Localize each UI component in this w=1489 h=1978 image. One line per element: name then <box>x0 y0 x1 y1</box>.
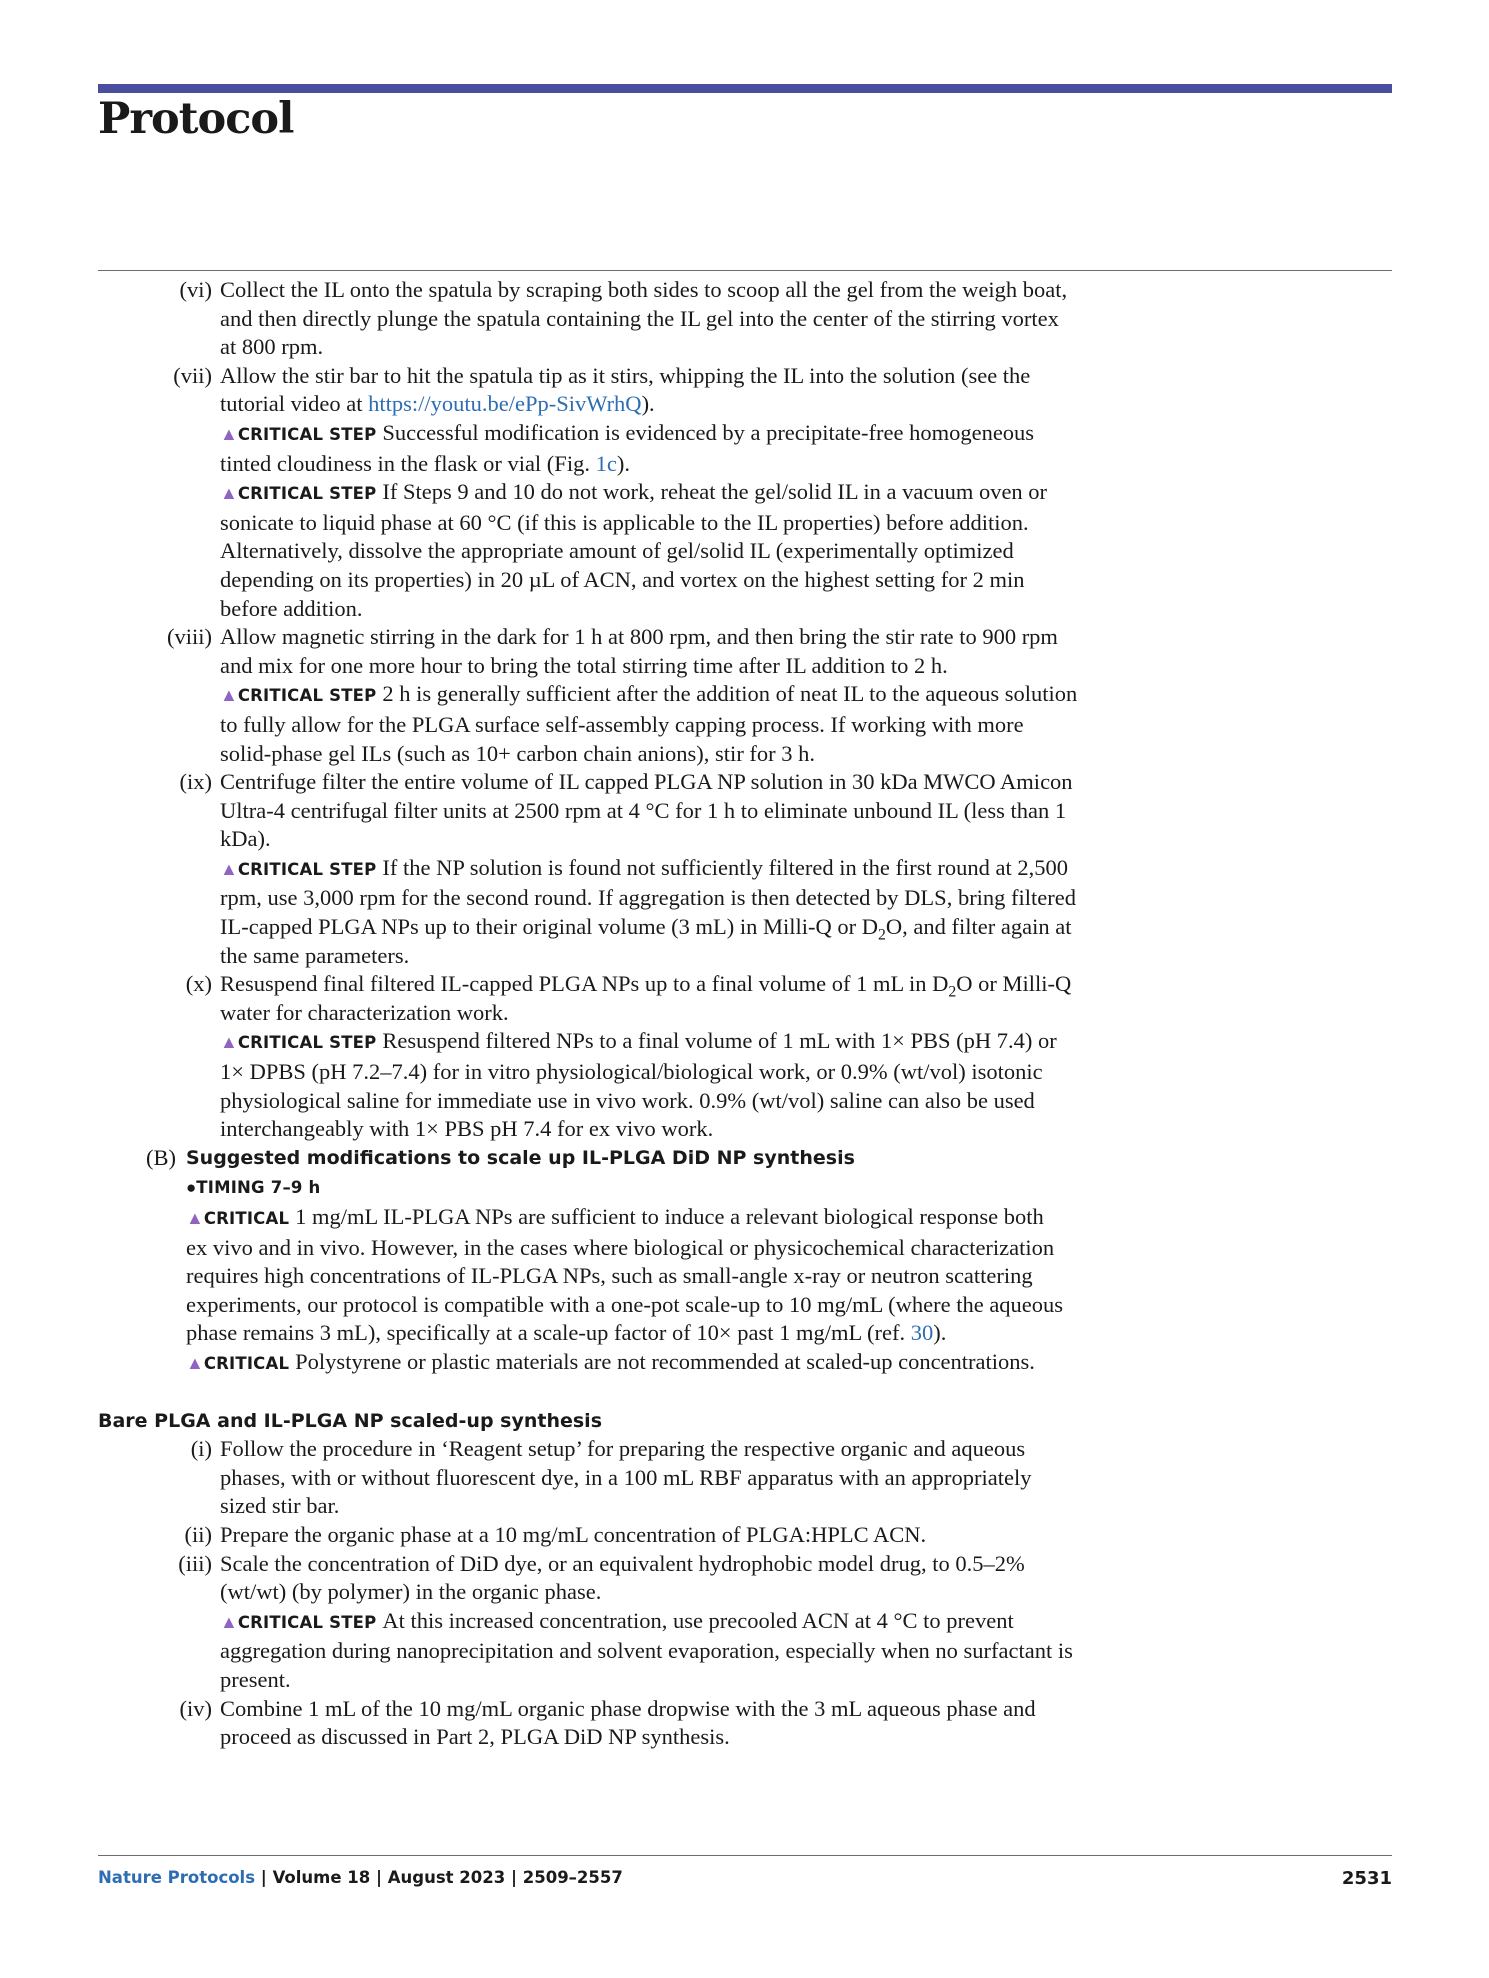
tutorial-video-link[interactable]: https://youtu.be/ePp-SivWrhQ <box>368 391 642 417</box>
text: O or Milli-Q water for characterization work. <box>220 971 1072 1025</box>
step-text: Collect the IL onto the spatula by scraping both sides to scoop all the gel from the weigh boat, and then directly plunge the spatula containing the IL gel into the center of the stirring vortex at 800 rpm. <box>220 277 1068 360</box>
triangle-icon: ▲ <box>186 1352 204 1373</box>
separator: | <box>255 1868 273 1887</box>
step-number: (i) <box>190 1436 212 1462</box>
text: If Steps 9 and 10 do not work, reheat the gel/solid IL in a vacuum oven or sonicate to liquid phase at 60 °C (if this is applicable to the IL properties) before addition. Alternatively, dissolve the appropriate amount of gel/solid IL (experimentally optimized depending on its properties) in 20 µL of ACN, and vortex on the highest setting for 2 min before addition. <box>220 479 1048 621</box>
footer <box>98 1868 1392 1887</box>
divider-bottom <box>98 1855 1392 1856</box>
separator: | <box>505 1868 523 1887</box>
section-heading: Bare PLGA and IL-PLGA NP scaled-up synthesis <box>98 1409 603 1432</box>
text: 2 h is generally sufficient after the addition of neat IL to the aqueous solution to fully allow for the PLGA surface self-assembly capping process. If working with more solid-phase gel ILs (such as 10+ carbon chain anions), stir for 3 h. <box>220 681 1078 766</box>
triangle-icon: ▲ <box>220 858 238 879</box>
text: Polystyrene or plastic materials are not recommended at scaled-up concentrations. <box>295 1348 1035 1374</box>
text: 1 mg/mL IL-PLGA NPs are sufficient to induce a relevant biological response both ex vivo and in vivo. However, in the cases where biological or physicochemical characterization requires high concentrations of IL-PLGA NPs, such as small-angle x-ray or neutron scattering experiments, our protocol is compatible with a one-pot scale-up to 10 mg/mL (where the aqueous phase remains 3 mL), specifically at a scale-up factor of 10× past 1 mg/mL (ref. <box>186 1204 1064 1346</box>
critical-step <box>98 419 1392 478</box>
step-number: (ix) <box>179 769 212 795</box>
date: August 2023 <box>387 1868 506 1887</box>
critical-step <box>98 478 1392 623</box>
critical-label: CRITICAL STEP <box>237 1033 377 1053</box>
step-text: Centrifuge filter the entire volume of IL capped PLGA NP solution in 30 kDa MWCO Amicon Ultra-4 centrifugal filter units at 2500 rpm at 4 °C for 1 h to eliminate unbound IL (less than 1 kDa). <box>220 769 1073 852</box>
critical-label: CRITICAL <box>203 1353 290 1373</box>
text: ). <box>933 1320 947 1346</box>
volume: Volume 18 <box>272 1868 371 1887</box>
step-number: (viii) <box>167 624 212 650</box>
critical-label: CRITICAL STEP <box>237 859 377 879</box>
step-text: Scale the concentration of DiD dye, or an equivalent hydrophobic model drug, to 0.5–2% (wt/wt) (by polymer) in the organic phase. <box>220 1550 1025 1605</box>
timing-label: TIMING <box>196 1178 265 1198</box>
text: O, and filter again at the same parameters. <box>220 914 1072 968</box>
critical-note <box>186 1348 1066 1379</box>
text: Successful modification is evidenced by a precipitate-free homogeneous tinted cloudiness in the flask or vial (Fig. <box>220 419 1035 476</box>
step-ii <box>98 1521 1392 1550</box>
step-vii <box>98 362 1392 419</box>
triangle-icon: ▲ <box>220 423 238 444</box>
step-number: (vii) <box>173 362 212 388</box>
text: ). <box>616 450 630 476</box>
triangle-icon: ▲ <box>220 1032 238 1053</box>
part-b <box>98 1144 1392 1379</box>
triangle-icon: ▲ <box>220 685 238 706</box>
step-text: Combine 1 mL of the 10 mg/mL organic phase dropwise with the 3 mL aqueous phase and proceed as discussed in Part 2, PLGA DiD NP synthesis. <box>220 1695 1036 1750</box>
text: Allow the stir bar to hit the spatula tip as it stirs, whipping the IL into the solution (see the tutorial video at <box>220 362 1031 417</box>
text: ). <box>641 391 655 417</box>
header-bar <box>98 84 1392 93</box>
timing <box>186 1172 1066 1203</box>
step-text <box>220 362 1080 419</box>
page-title: Protocol <box>98 94 294 144</box>
step-iii <box>98 1550 1392 1607</box>
critical-step <box>98 1607 1392 1695</box>
journal-name[interactable]: Nature Protocols <box>98 1868 256 1887</box>
step-i <box>98 1435 1392 1521</box>
step-text: Prepare the organic phase at a 10 mg/mL concentration of PLGA:HPLC ACN. <box>220 1521 927 1547</box>
critical-step <box>98 680 1392 768</box>
separator: | <box>370 1868 388 1887</box>
timing-value: 7–9 h <box>270 1178 321 1198</box>
step-text: Follow the procedure in ‘Reagent setup’ for preparing the respective organic and aqueous phases, with or without fluorescent dye, in a 100 mL RBF apparatus with an appropriately sized stir bar. <box>220 1436 1032 1519</box>
text: Resuspend final filtered IL-capped PLGA NPs up to a final volume of 1 mL in D <box>220 971 949 997</box>
critical-label: CRITICAL STEP <box>237 424 377 444</box>
subscript: 2 <box>878 926 886 944</box>
critical-note <box>186 1203 1066 1348</box>
part-heading: Suggested modifications to scale up IL-PLGA DiD NP synthesis <box>186 1146 855 1169</box>
text: If the NP solution is found not sufficiently filtered in the first round at 2,500 rpm, use 3,000 rpm for the second round. If aggregation is then detected by DLS, bring filtered IL-capped PLGA NPs up to their original volume (3 mL) in Milli-Q or D <box>220 854 1077 940</box>
step-number: (ii) <box>184 1521 212 1547</box>
step-text: Allow magnetic stirring in the dark for 1 h at 800 rpm, and then bring the stir rate to 900 rpm and mix for one more hour to bring the total stirring time after IL addition to 2 h. <box>220 624 1058 678</box>
step-number: (x) <box>185 971 212 997</box>
step-x <box>98 970 1392 1027</box>
triangle-icon: ▲ <box>220 1611 238 1632</box>
step-iv <box>98 1695 1392 1752</box>
text: Resuspend filtered NPs to a final volume of 1 mL with 1× PBS (pH 7.4) or 1× DPBS (pH 7.2–7.4) for in vitro physiological/biological work, or 0.9% (wt/vol) isotonic physiological saline for immediate use in vivo work. 0.9% (wt/vol) saline can also be used interchangeably with 1× PBS pH 7.4 for ex vivo work. <box>220 1028 1057 1142</box>
divider-top <box>98 270 1392 271</box>
step-number: (iii) <box>178 1550 212 1576</box>
step-viii <box>98 623 1392 680</box>
step-number: (vi) <box>179 277 212 302</box>
subscript: 2 <box>948 983 957 1001</box>
step-vi <box>98 276 1392 362</box>
critical-label: CRITICAL STEP <box>237 484 377 504</box>
triangle-icon: ▲ <box>220 483 238 504</box>
part-number: (B) <box>146 1144 176 1170</box>
bullet-icon: ● <box>186 1178 197 1198</box>
triangle-icon: ▲ <box>186 1208 204 1228</box>
critical-step <box>98 854 1392 970</box>
page-range: 2509–2557 <box>522 1868 623 1887</box>
critical-step <box>98 1027 1392 1143</box>
step-number: (iv) <box>179 1695 212 1721</box>
step-ix <box>98 768 1392 854</box>
text: At this increased concentration, use precooled ACN at 4 °C to prevent aggregation during nanoprecipitation and solvent evaporation, especially when no surfactant is present. <box>220 1607 1073 1692</box>
step-text <box>220 970 1080 1027</box>
critical-label: CRITICAL <box>203 1209 290 1228</box>
critical-label: CRITICAL STEP <box>237 686 377 706</box>
critical-label: CRITICAL STEP <box>237 1612 377 1632</box>
reference-link[interactable]: 30 <box>910 1320 934 1346</box>
main-content <box>98 276 1392 1752</box>
figure-ref-link[interactable]: 1c <box>595 450 617 476</box>
page-number: 2531 <box>1341 1868 1392 1889</box>
